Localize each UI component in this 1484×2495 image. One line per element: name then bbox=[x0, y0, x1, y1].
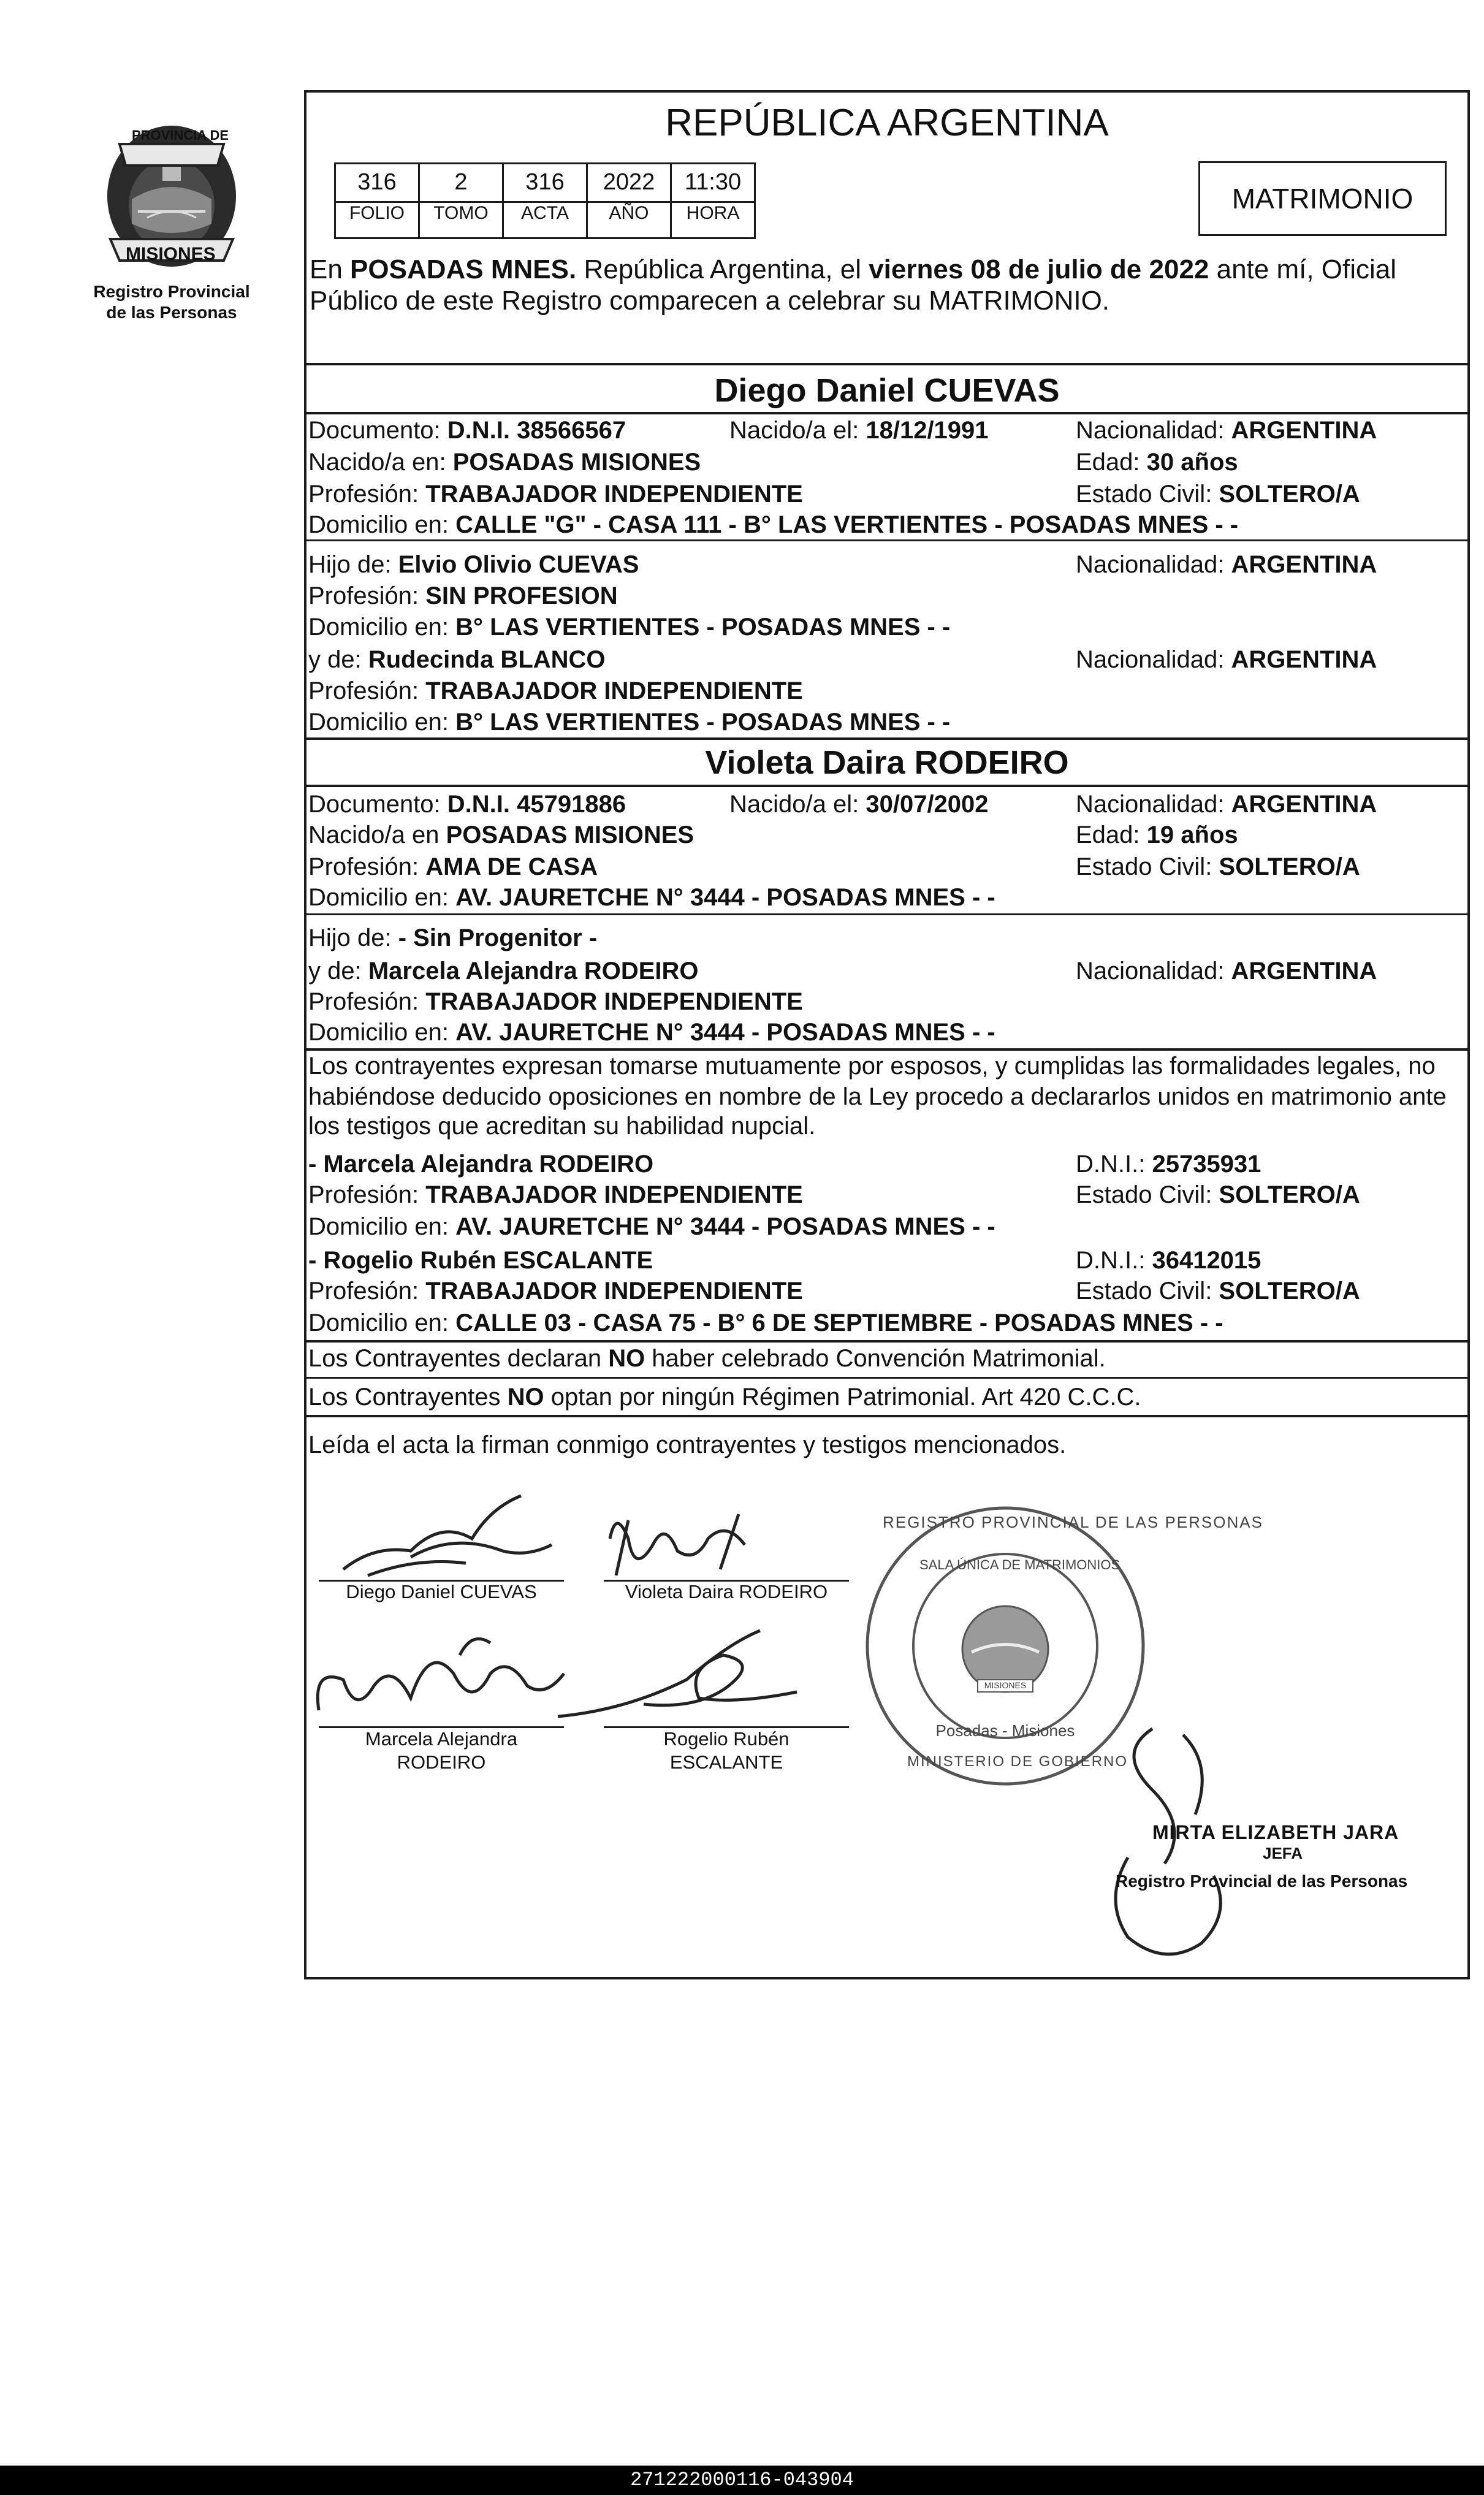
intro-line-1: En POSADAS MNES. República Argentina, el viernes 08 de julio de 2022 ante mí, Oficial bbox=[310, 254, 1397, 284]
groom-prof: Profesión: TRABAJADOR INDEPENDIENTE bbox=[308, 481, 803, 508]
stamp-bottom-1: Posadas - Misiones bbox=[935, 1721, 1075, 1740]
bride-name: Violeta Daira RODEIRO bbox=[705, 744, 1069, 781]
groom-father-nat: Nacionalidad: ARGENTINA bbox=[1076, 551, 1377, 578]
groom-mother: y de: Rudecinda BLANCO bbox=[308, 646, 606, 673]
logo-caption-2: de las Personas bbox=[106, 303, 237, 322]
bride-mother: y de: Marcela Alejandra RODEIRO bbox=[308, 958, 699, 985]
witness-1-prof: Profesión: TRABAJADOR INDEPENDIENTE bbox=[308, 1181, 803, 1208]
groom-civil: Estado Civil: SOLTERO/A bbox=[1076, 481, 1360, 508]
groom-signature-name: Diego Daniel CUEVAS bbox=[346, 1581, 537, 1602]
logo-caption-1: Registro Provincial bbox=[93, 282, 250, 301]
divider bbox=[304, 737, 1470, 740]
groom-birthplace: Nacido/a en: POSADAS MISIONES bbox=[308, 449, 701, 476]
stamp-bottom-2: MINISTERIO DE GOBIERNO bbox=[907, 1753, 1128, 1770]
closing-text: Leída el acta la firman conmigo contrayentes y testigos mencionados. bbox=[308, 1431, 1067, 1458]
witness-1-dni: D.N.I.: 25735931 bbox=[1076, 1151, 1261, 1178]
witness-2-name: - Rogelio Rubén ESCALANTE bbox=[308, 1247, 653, 1274]
bride-prof: Profesión: AMA DE CASA bbox=[308, 853, 598, 880]
logo-ribbon-text: MISIONES bbox=[126, 244, 216, 264]
declaration-line-1: Los contrayentes expresan tomarse mutuamente por esposos, y cumplidas las formalidades legales, no bbox=[308, 1053, 1436, 1080]
cell-tomo: 2 TOMO bbox=[418, 162, 504, 239]
bride-father: Hijo de: - Sin Progenitor - bbox=[308, 924, 598, 951]
bride-doc: Documento: D.N.I. 45791886 bbox=[308, 791, 626, 818]
groom-age: Edad: 30 años bbox=[1076, 449, 1238, 476]
groom-father-prof: Profesión: SIN PROFESION bbox=[308, 582, 618, 609]
witness-2-signature-name-2: ESCALANTE bbox=[669, 1751, 783, 1773]
witness-2-prof: Profesión: TRABAJADOR INDEPENDIENTE bbox=[308, 1278, 803, 1305]
divider bbox=[304, 363, 1470, 365]
cell-anio: 2022 AÑO bbox=[586, 162, 672, 239]
witness-1-signature-name-2: RODEIRO bbox=[397, 1751, 486, 1773]
groom-doc: Documento: D.N.I. 38566567 bbox=[308, 417, 626, 444]
witness-1-addr: Domicilio en: AV. JAURETCHE N° 3444 - POSADAS MNES - - bbox=[308, 1213, 995, 1240]
regime-line-2: Los Contrayentes NO optan por ningún Régimen Patrimonial. Art 420 C.C.C. bbox=[308, 1384, 1141, 1411]
country-title: REPÚBLICA ARGENTINA bbox=[665, 102, 1109, 144]
groom-signature bbox=[319, 1484, 576, 1594]
footer-barcode-strip bbox=[0, 2466, 1484, 2495]
groom-nat: Nacionalidad: ARGENTINA bbox=[1076, 417, 1377, 444]
bride-mother-prof: Profesión: TRABAJADOR INDEPENDIENTE bbox=[308, 988, 803, 1015]
divider bbox=[304, 539, 1470, 541]
stamp-outer-text: REGISTRO PROVINCIAL DE LAS PERSONAS bbox=[883, 1513, 1263, 1531]
witness-2-addr: Domicilio en: CALLE 03 - CASA 75 - B° 6 DE SEPTIEMBRE - POSADAS MNES - - bbox=[308, 1309, 1223, 1336]
official-signature bbox=[1091, 1716, 1275, 1974]
divider bbox=[304, 1377, 1470, 1379]
cell-acta: 316 ACTA bbox=[502, 162, 588, 239]
bride-born: Nacido/a el: 30/07/2002 bbox=[729, 791, 989, 818]
stamp-ribbon-text: MISIONES bbox=[984, 1680, 1027, 1690]
witness-2-civil: Estado Civil: SOLTERO/A bbox=[1076, 1278, 1360, 1305]
declaration-line-3: los testigos que acreditan su habilidad nupcial. bbox=[308, 1113, 816, 1140]
groom-addr: Domicilio en: CALLE "G" - CASA 111 - B° LAS VERTIENTES - POSADAS MNES - - bbox=[308, 511, 1239, 538]
groom-mother-addr: Domicilio en: B° LAS VERTIENTES - POSADAS MNES - - bbox=[308, 709, 951, 736]
bride-mother-nat: Nacionalidad: ARGENTINA bbox=[1076, 958, 1377, 985]
witness-2-dni: D.N.I.: 36412015 bbox=[1076, 1247, 1261, 1274]
divider bbox=[304, 1048, 1470, 1051]
witness-2-signature-name-1: Rogelio Rubén bbox=[663, 1728, 790, 1750]
cell-hora: 11:30 HORA bbox=[670, 162, 756, 239]
intro-line-2: Público de este Registro comparecen a celebrar su MATRIMONIO. bbox=[310, 286, 1110, 316]
declaration-line-2: habiéndose deducido oposiciones en nombre de la Ley procedo a declararlos unidos en matrimonio ante bbox=[308, 1083, 1447, 1110]
witness-2-signature bbox=[552, 1618, 834, 1741]
witness-1-name: - Marcela Alejandra RODEIRO bbox=[308, 1151, 654, 1178]
divider bbox=[304, 1340, 1470, 1343]
divider bbox=[304, 412, 1470, 414]
bride-age: Edad: 19 años bbox=[1076, 821, 1238, 848]
footer-code: 271222000116-043904 bbox=[630, 2469, 854, 2491]
bride-signature-name: Violeta Daira RODEIRO bbox=[625, 1581, 828, 1602]
bride-birthplace: Nacido/a en POSADAS MISIONES bbox=[308, 821, 694, 848]
divider bbox=[304, 913, 1470, 915]
stamp-inner-text: SALA ÚNICA DE MATRIMONIOS bbox=[919, 1557, 1121, 1572]
official-name: MIRTA ELIZABETH JARA bbox=[1152, 1821, 1399, 1843]
groom-father: Hijo de: Elvio Olivio CUEVAS bbox=[308, 551, 639, 578]
divider bbox=[304, 785, 1470, 787]
official-title: JEFA bbox=[1263, 1844, 1303, 1862]
groom-mother-prof: Profesión: TRABAJADOR INDEPENDIENTE bbox=[308, 677, 803, 704]
bride-nat: Nacionalidad: ARGENTINA bbox=[1076, 791, 1377, 818]
bride-civil: Estado Civil: SOLTERO/A bbox=[1076, 853, 1360, 880]
logo-top-text: PROVINCIA DE bbox=[132, 128, 229, 143]
bride-mother-addr: Domicilio en: AV. JAURETCHE N° 3444 - POSADAS MNES - - bbox=[308, 1019, 995, 1046]
official-org: Registro Provincial de las Personas bbox=[1116, 1872, 1408, 1891]
groom-mother-nat: Nacionalidad: ARGENTINA bbox=[1076, 646, 1377, 673]
witness-1-civil: Estado Civil: SOLTERO/A bbox=[1076, 1181, 1360, 1208]
act-type-box: MATRIMONIO bbox=[1198, 161, 1447, 236]
groom-born: Nacido/a el: 18/12/1991 bbox=[729, 417, 989, 444]
witness-1-signature-name-1: Marcela Alejandra bbox=[365, 1728, 518, 1750]
cell-folio: 316 FOLIO bbox=[334, 162, 420, 239]
groom-name: Diego Daniel CUEVAS bbox=[714, 372, 1060, 409]
bride-addr: Domicilio en: AV. JAURETCHE N° 3444 - POSADAS MNES - - bbox=[308, 884, 995, 911]
groom-father-addr: Domicilio en: B° LAS VERTIENTES - POSADAS MNES - - bbox=[308, 614, 951, 641]
regime-line-1: Los Contrayentes declaran NO haber celebrado Convención Matrimonial. bbox=[308, 1345, 1106, 1372]
divider bbox=[304, 1415, 1470, 1417]
